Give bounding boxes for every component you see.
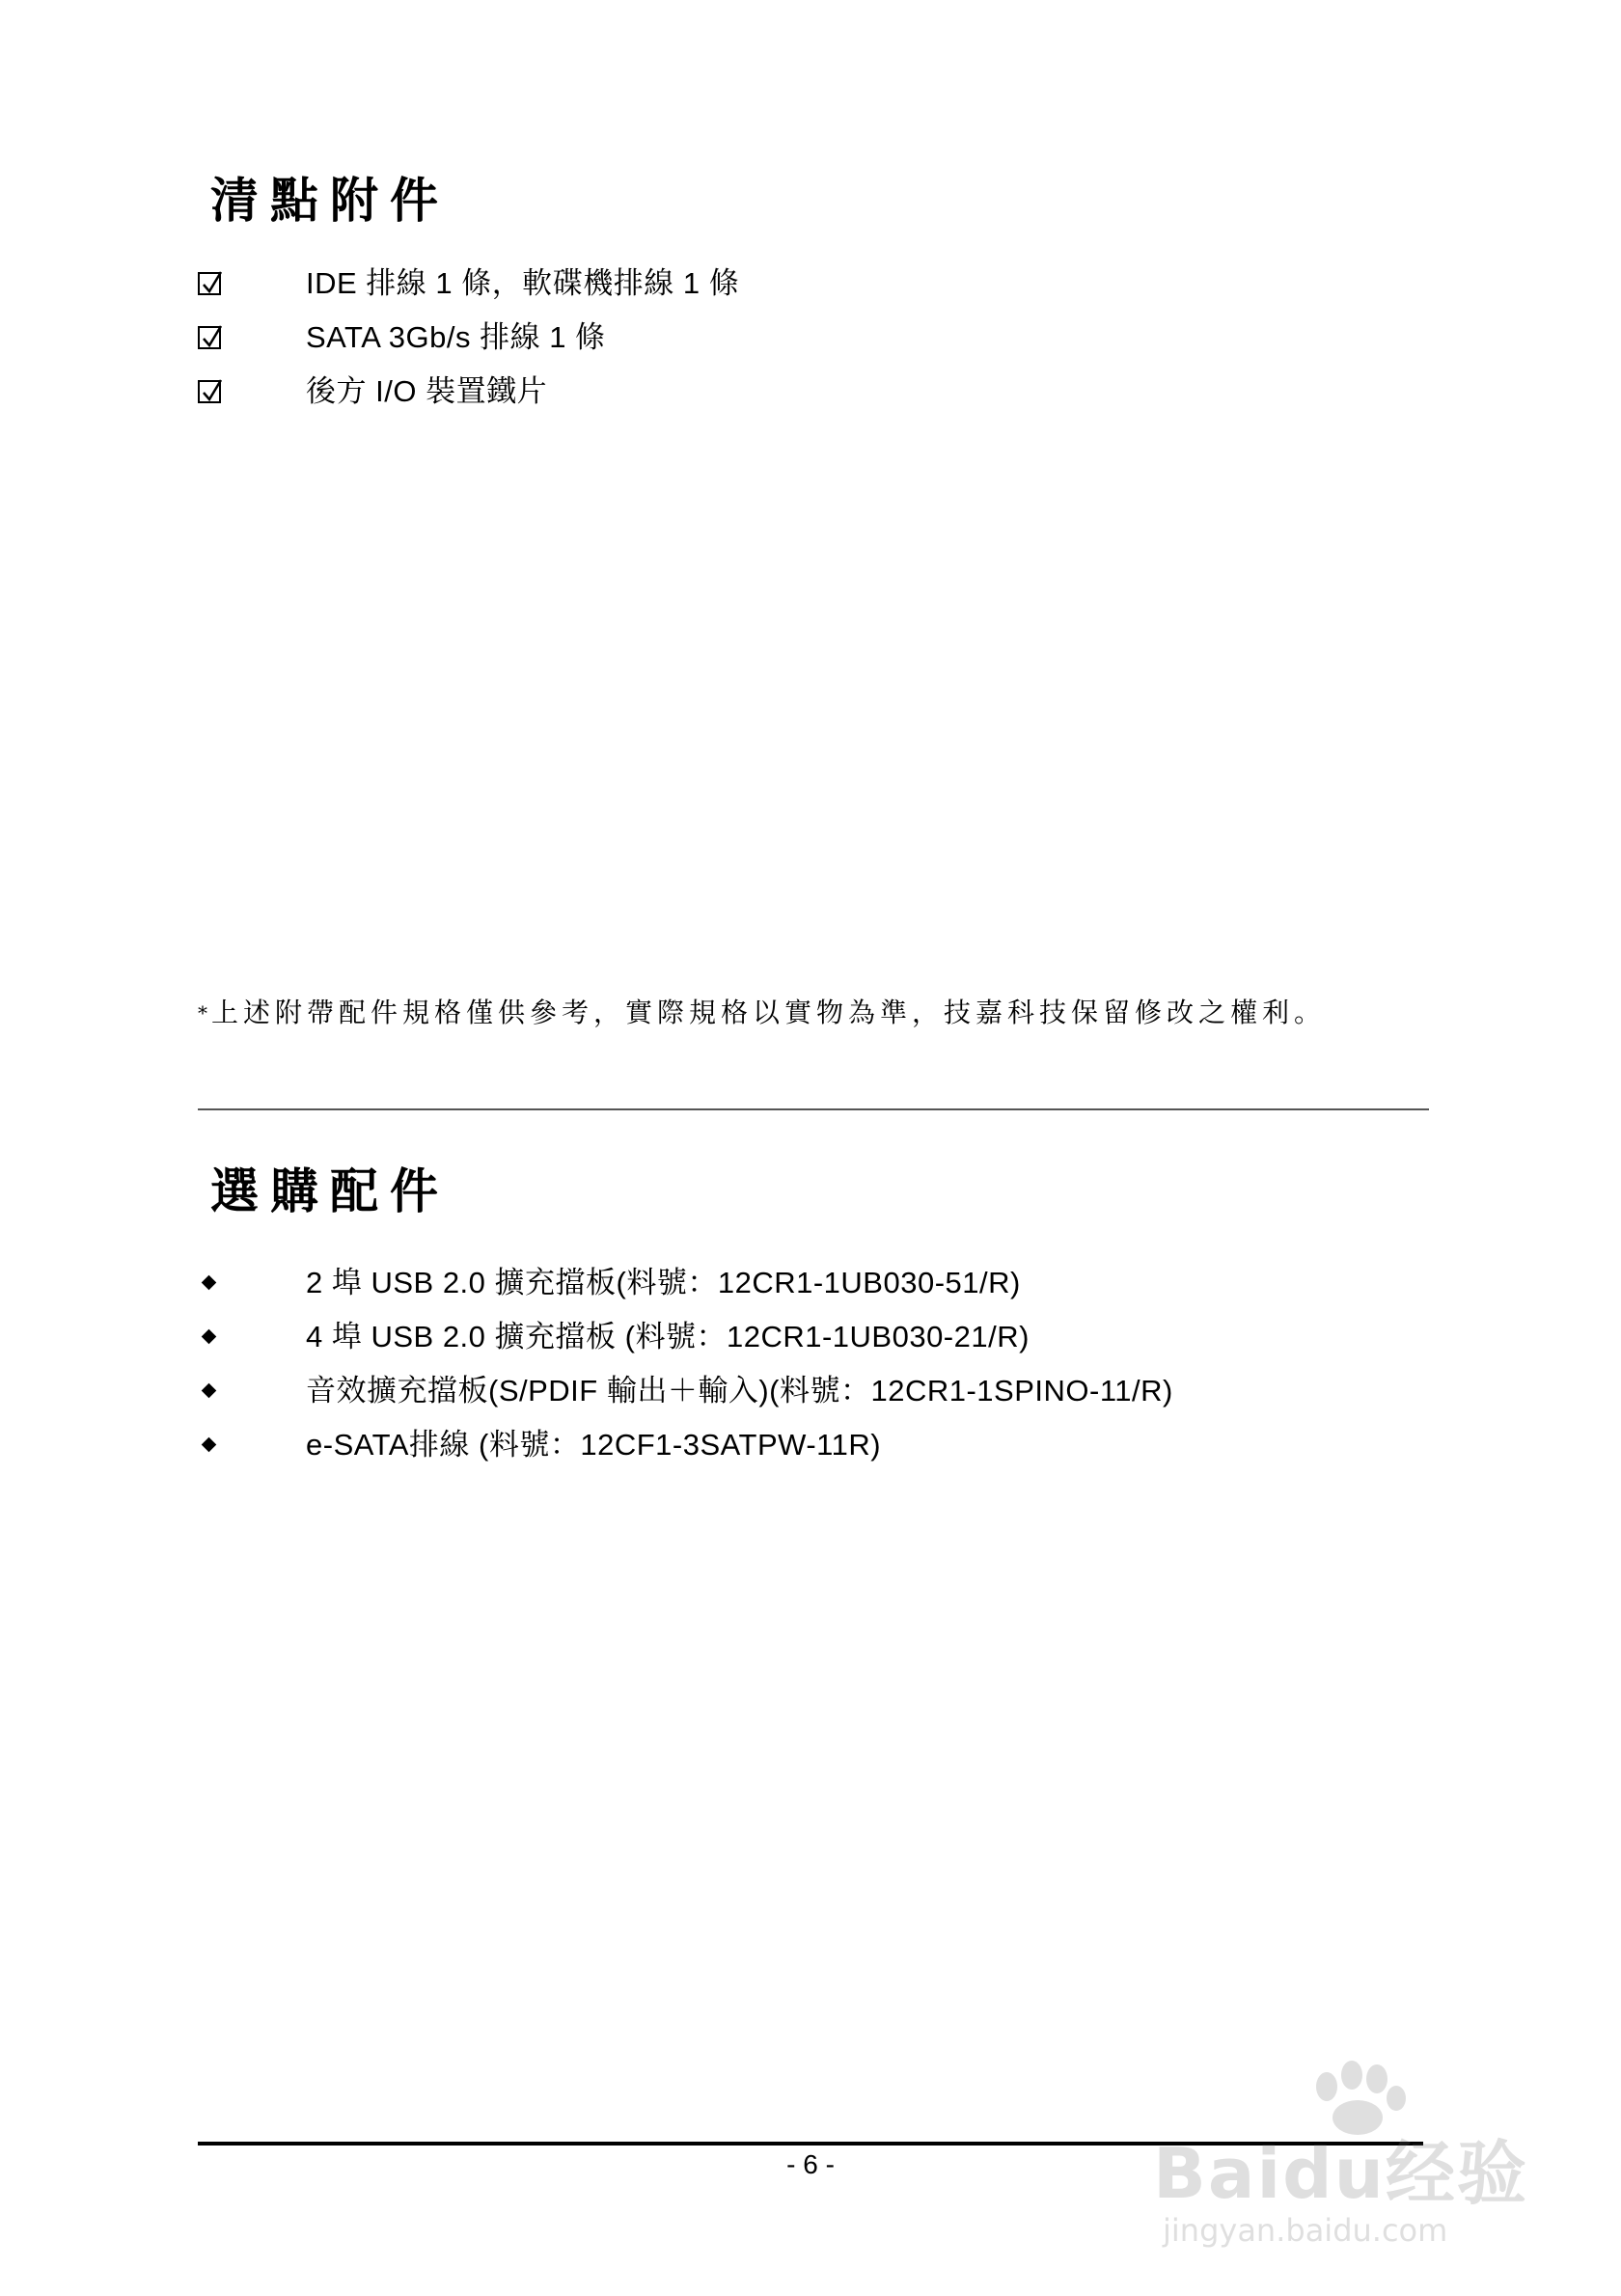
watermark-url-text: jingyan.baidu.com — [1163, 2212, 1448, 2249]
diamond-bullet-icon — [202, 1275, 217, 1291]
baidu-watermark — [1153, 2060, 1558, 2253]
included-accessories-title: 清點附件 — [210, 172, 450, 229]
checked-box-icon — [198, 380, 221, 403]
footnote-text: 上述附帶配件規格僅供參考，實際規格以實物為準，技嘉科技保留修改之權利。 — [211, 997, 1327, 1028]
watermark-brand-text: Baidu经验 — [1153, 2133, 1528, 2214]
list-item-text: IDE 排線 1 條，軟碟機排線 1 條 — [306, 266, 740, 300]
diamond-bullet-icon — [202, 1383, 217, 1399]
page-number: - 6 - — [786, 2149, 835, 2179]
list-item-text: 2 埠 USB 2.0 擴充擋板(料號：12CR1-1UB030-51/R) — [306, 1266, 1021, 1299]
list-item-text: 後方 I/O 裝置鐵片 — [306, 374, 548, 408]
footnote-asterisk: * — [198, 1001, 211, 1025]
list-item-text: SATA 3Gb/s 排線 1 條 — [306, 320, 606, 354]
list-item-text: 4 埠 USB 2.0 擴充擋板 (料號：12CR1-1UB030-21/R) — [306, 1320, 1030, 1353]
diamond-bullet-icon — [202, 1329, 217, 1345]
list-item-text: e-SATA排線 (料號：12CF1-3SATPW-11R) — [306, 1428, 882, 1462]
list-item-text: 音效擴充擋板(S/PDIF 輸出＋輸入)(料號：12CR1-1SPINO-11/R) — [306, 1374, 1173, 1408]
disclaimer-footnote — [198, 994, 1326, 1032]
section-divider — [198, 1108, 1429, 1110]
optional-accessories-title: 選購配件 — [210, 1162, 450, 1219]
checked-box-icon — [198, 326, 221, 349]
diamond-bullet-icon — [202, 1437, 217, 1453]
checked-box-icon — [198, 272, 221, 295]
